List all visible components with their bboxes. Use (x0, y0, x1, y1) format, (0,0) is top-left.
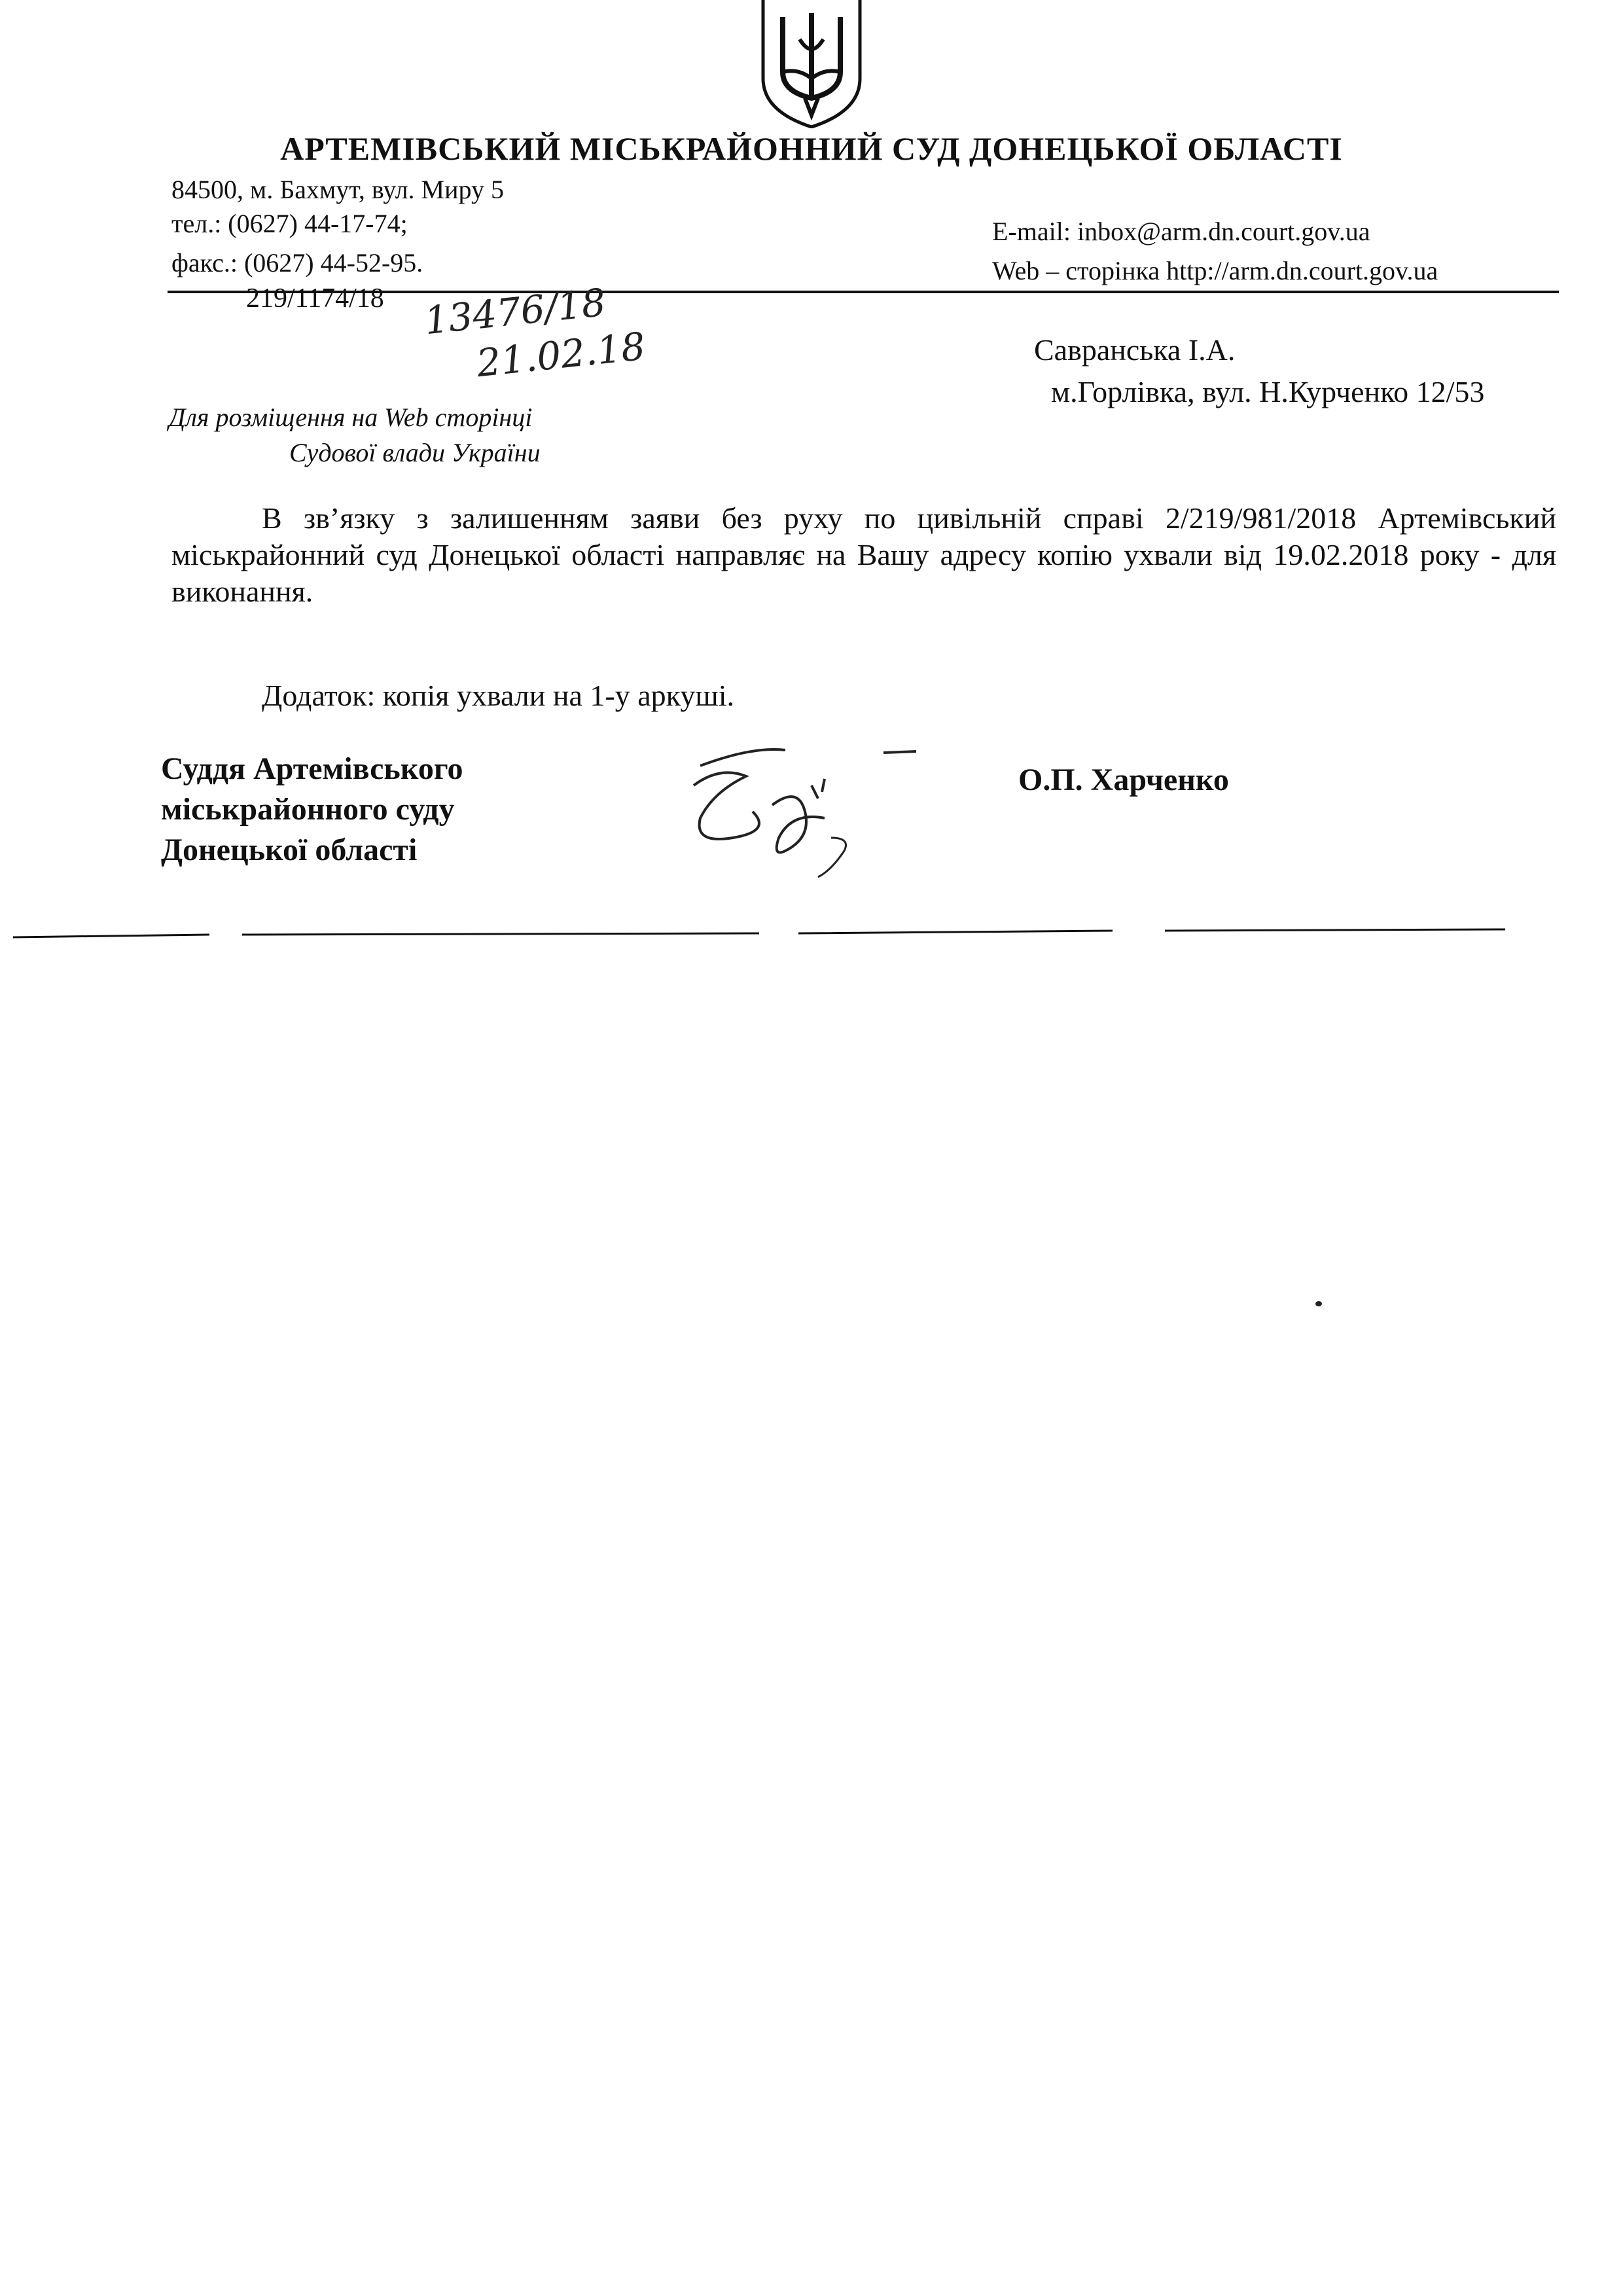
handwritten-signature-icon (674, 740, 936, 890)
court-email: E-mail: inbox@arm.dn.court.gov.ua (992, 217, 1370, 246)
judge-title-line2: міськрайонного суду (161, 792, 455, 827)
handwritten-registration-number: 13476/18 (422, 279, 608, 344)
web-note-line1: Для розміщення на Web сторінці (169, 403, 533, 432)
court-address: 84500, м. Бахмут, вул. Миру 5 (171, 175, 504, 204)
scan-edge-line (0, 928, 1623, 941)
judge-title-block (161, 749, 463, 870)
judge-name: О.П. Харченко (1018, 762, 1229, 797)
judge-title-line1: Суддя Артемівського (161, 751, 463, 786)
handwritten-date: 21.02.18 (474, 323, 648, 386)
recipient-address: м.Горлівка, вул. Н.Курченко 12/53 (1051, 375, 1485, 408)
judge-title-line3: Донецької області (161, 833, 418, 867)
ukraine-trident-emblem-icon (759, 0, 864, 128)
recipient-name: Савранська І.А. (1034, 333, 1236, 367)
court-fax: факс.: (0627) 44-52-95. (171, 248, 423, 278)
addendum: Додаток: копія ухвали на 1-у аркуші. (262, 679, 735, 712)
court-title: АРТЕМІВСЬКИЙ МІСЬКРАЙОННИЙ СУД ДОНЕЦЬКОЇ ОБЛАСТІ (280, 130, 1343, 167)
scan-speck (1315, 1301, 1322, 1306)
letter-body: В зв’язку з залишенням заяви без руху по цивільній справі 2/219/981/2018 Артемівський міськрайонний суд Донецької області направляє на Вашу адресу копію ухвали від 19.02.2018 року - для виконання. (171, 501, 1556, 608)
court-web: Web – сторінка http://arm.dn.court.gov.ua (992, 256, 1438, 285)
outgoing-number: 219/1174/18 (246, 283, 384, 314)
court-phone: тел.: (0627) 44-17-74; (171, 209, 408, 238)
web-note-line2: Судової влади України (289, 438, 541, 467)
